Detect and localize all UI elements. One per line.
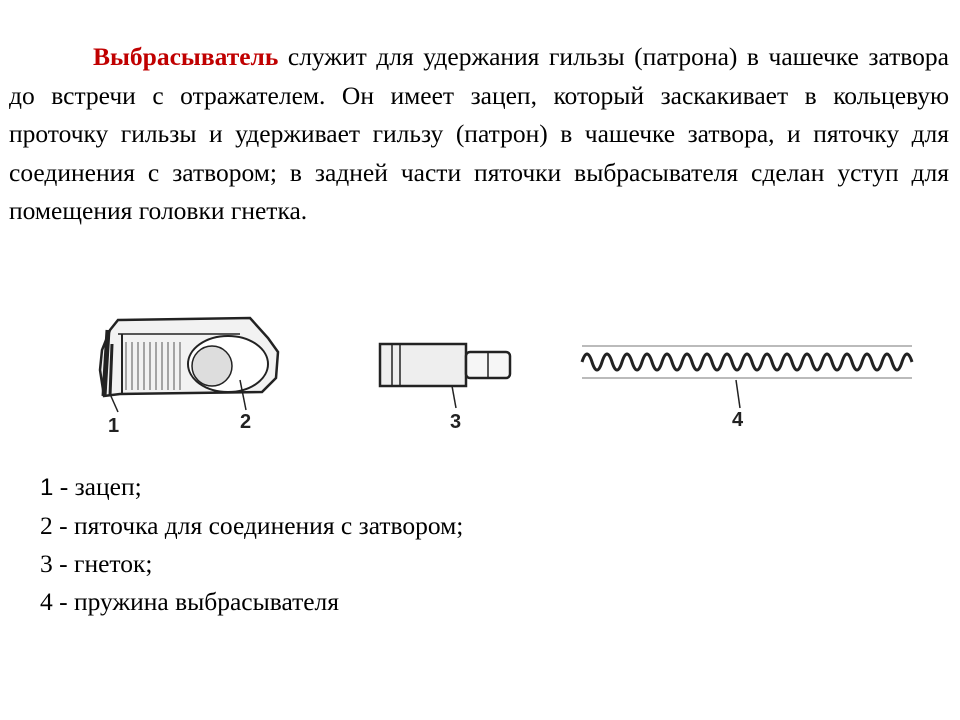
legend-item — [40, 583, 463, 621]
description-text: служит для удержания гильзы (патрона) в чашечке затвора до встречи с отражателем. Он имеет зацеп, который заскакивает в кольцевую проточку гильзы и удерживает гильзу (патрон) в чашечке затвора, и пяточку для соединения с затвором; в задней части пяточки выбрасывателя сделан уступ для помещения головки гнетка. — [9, 42, 949, 225]
legend-item — [40, 507, 463, 545]
striker-illustration — [380, 344, 510, 408]
figure-label-1: 1 — [108, 415, 120, 437]
extractor-parts-drawing — [0, 300, 960, 450]
spring-illustration — [582, 346, 912, 408]
figure-label-4: 4 — [732, 409, 744, 431]
legend-number: 2 — [40, 511, 53, 540]
term-extractor: Выбрасыватель — [93, 42, 279, 71]
parts-legend — [40, 468, 463, 621]
legend-number: 3 — [40, 549, 53, 578]
description-paragraph — [9, 38, 949, 231]
figure-label-2: 2 — [240, 411, 252, 433]
legend-text: - пружина выбрасывателя — [52, 587, 340, 616]
extractor-illustration — [100, 318, 278, 412]
legend-number: 4 — [40, 587, 53, 616]
figure-label-3: 3 — [450, 411, 462, 433]
legend-text: - гнеток; — [52, 549, 153, 578]
legend-number: 1 — [40, 474, 54, 501]
legend-item — [40, 468, 463, 507]
legend-text: - зацеп; — [53, 472, 142, 501]
legend-text: - пяточка для соединения с затвором; — [52, 511, 464, 540]
legend-item — [40, 545, 463, 583]
